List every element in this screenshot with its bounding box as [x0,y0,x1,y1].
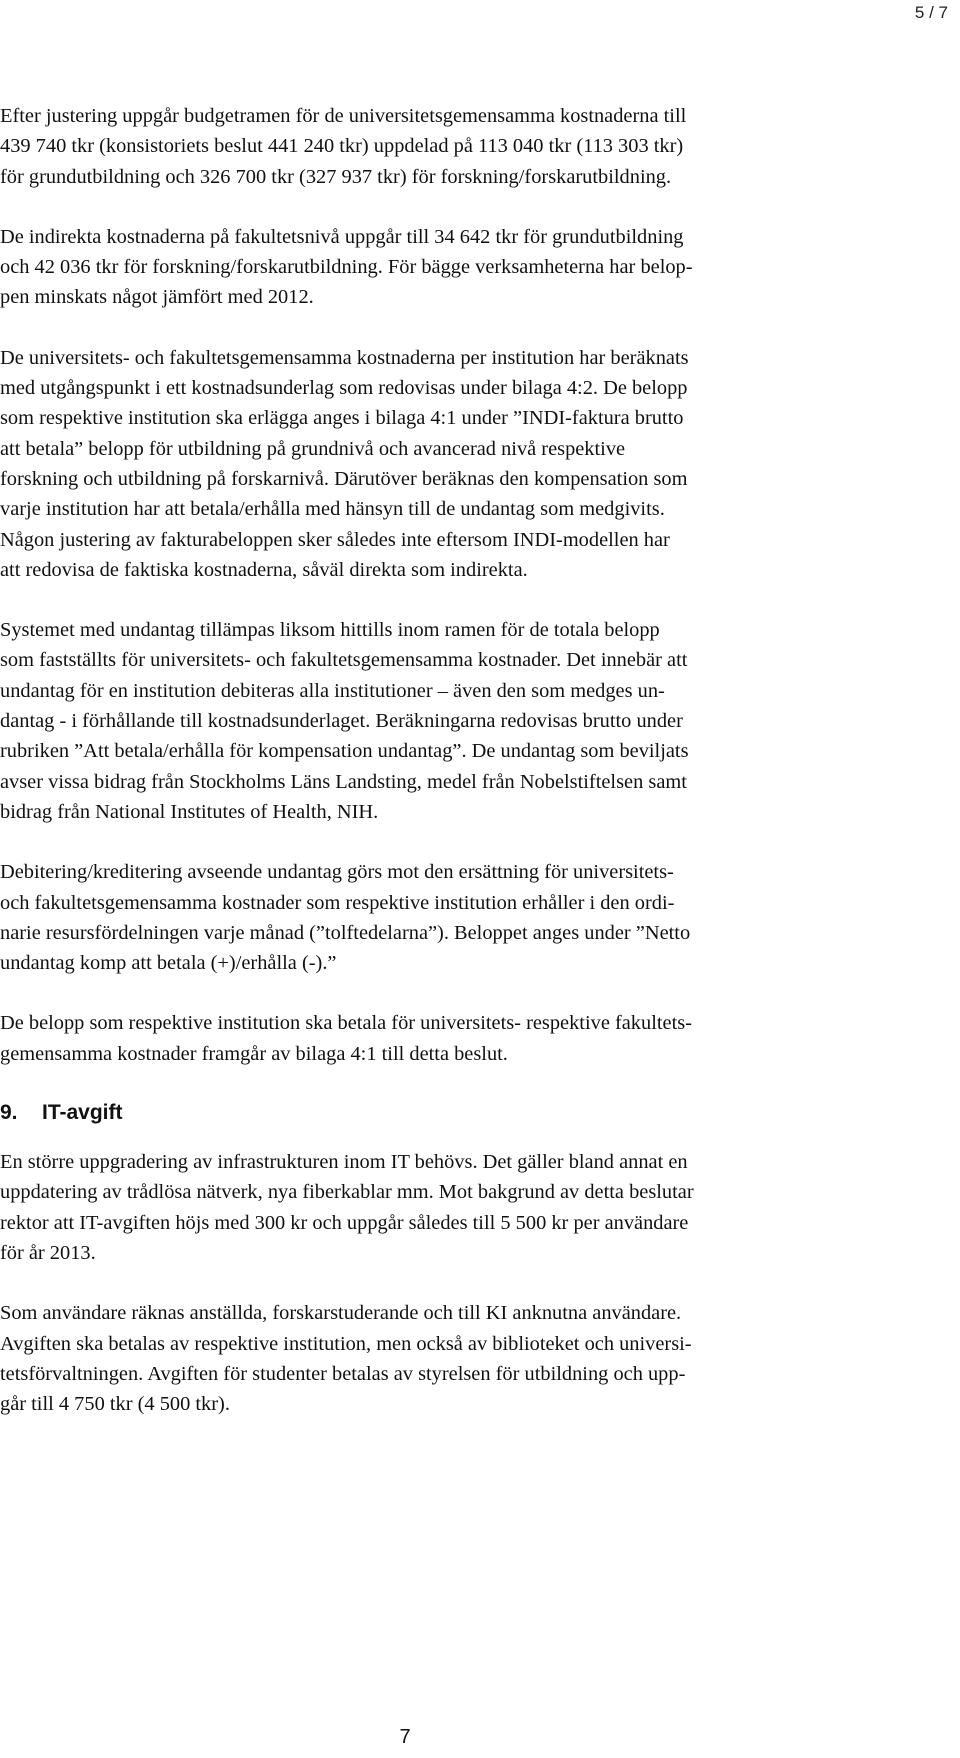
text-line: Debitering/kreditering avseende undantag görs mot den ersättning för universitets- [0,861,674,884]
paragraphs [0,101,914,1069]
text-line: avser vissa bidrag från Stockholms Läns Landsting, medel från Nobelstiftelsen samt [0,770,687,793]
text-line: 439 740 tkr (konsistoriets beslut 441 240 tkr) uppdelad på 113 040 tkr (113 303 tkr) [0,135,684,158]
text-line: gemensamma kostnader framgår av bilaga 4:1 till detta beslut. [0,1042,508,1065]
document-body [0,101,914,1449]
paragraph [0,343,914,585]
text-line: för år 2013. [0,1241,96,1264]
text-line: narie resursfördelningen varje månad (”tolftedelarna”). Beloppet anges under ”Netto [0,921,691,944]
text-line: undantag för en institution debiteras alla institutioner – även den som medges un- [0,679,665,702]
text-line: Efter justering uppgår budgetramen för de universitetsgemensamma kostnaderna till [0,105,687,127]
text-line: går till 4 750 tkr (4 500 tkr). [0,1393,230,1416]
paragraph [0,101,914,192]
paragraph [0,1147,914,1268]
text-line: De indirekta kostnaderna på fakultetsnivå uppgår till 34 642 tkr för grundutbildning [0,225,684,248]
text-line: som fastställts för universitets- och fakultetsgemensamma kostnader. Det innebär att [0,649,688,672]
text-line: för grundutbildning och 326 700 tkr (327 937 tkr) för forskning/forskarutbildning. [0,165,672,188]
text-line: bidrag från National Institutes of Health, NIH. [0,800,379,823]
text-line: undantag komp att betala (+)/erhålla (-).” [0,952,337,975]
text-line: med utgångspunkt i ett kostnadsunderlag som redovisas under bilaga 4:2. De belopp [0,377,688,400]
section-paragraphs [0,1147,914,1419]
page-counter: 5 / 7 [914,3,948,22]
text-line: att betala” belopp för utbildning på grundnivå och avancerad nivå respektive [0,437,626,460]
text-line: De belopp som respektive institution ska betala för universitets- respektive fakultets- [0,1012,692,1035]
text-line: och 42 036 tkr för forskning/forskarutbildning. För bägge verksamheterna har belop- [0,256,693,279]
text-line: varje institution har att betala/erhålla med hänsyn till de undantag som medgivits. [0,498,665,521]
text-line: Avgiften ska betalas av respektive institution, men också av biblioteket och universi- [0,1332,692,1355]
text-line: tetsförvaltningen. Avgiften för studenter betalas av styrelsen för utbildning och upp- [0,1362,686,1385]
text-line: att redovisa de faktiska kostnaderna, såväl direkta som indirekta. [0,558,528,581]
text-line: rubriken ”Att betala/erhålla för kompensation undantag”. De undantag som beviljats [0,740,689,763]
text-line: En större uppgradering av infrastrukturen inom IT behövs. Det gäller bland annat en [0,1151,688,1174]
text-line: Systemet med undantag tillämpas liksom hittills inom ramen för de totala belopp [0,619,660,642]
text-line: rektor att IT-avgiften höjs med 300 kr och uppgår således till 5 500 kr per användare [0,1211,689,1234]
text-line: dantag - i förhållande till kostnadsunderlaget. Beräkningarna redovisas brutto under [0,710,683,733]
text-line: Någon justering av fakturabeloppen sker således inte eftersom INDI-modellen har [0,528,670,551]
section-number: 9. [0,1101,18,1125]
paragraph [0,857,914,978]
section-title: IT-avgift [42,1101,123,1125]
paragraph [0,615,914,827]
text-line: som respektive institution ska erlägga anges i bilaga 4:1 under ”INDI-faktura brutto [0,407,684,430]
section-heading [0,1099,914,1127]
text-line: De universitets- och fakultetsgemensamma kostnaderna per institution har beräknats [0,346,689,369]
paragraph [0,1008,914,1069]
paragraph [0,1298,914,1419]
text-line: uppdatering av trådlösa nätverk, nya fiberkablar mm. Mot bakgrund av detta beslutar [0,1181,694,1204]
paragraph [0,222,914,313]
text-line: och fakultetsgemensamma kostnader som respektive institution erhåller i den ordi- [0,891,675,914]
text-line: pen minskats något jämfört med 2012. [0,286,314,309]
page-number: 7 [399,1726,411,1748]
text-line: Som användare räknas anställda, forskarstuderande och till KI anknutna användare. [0,1302,682,1325]
text-line: forskning och utbildning på forskarnivå. Därutöver beräknas den kompensation som [0,467,688,490]
